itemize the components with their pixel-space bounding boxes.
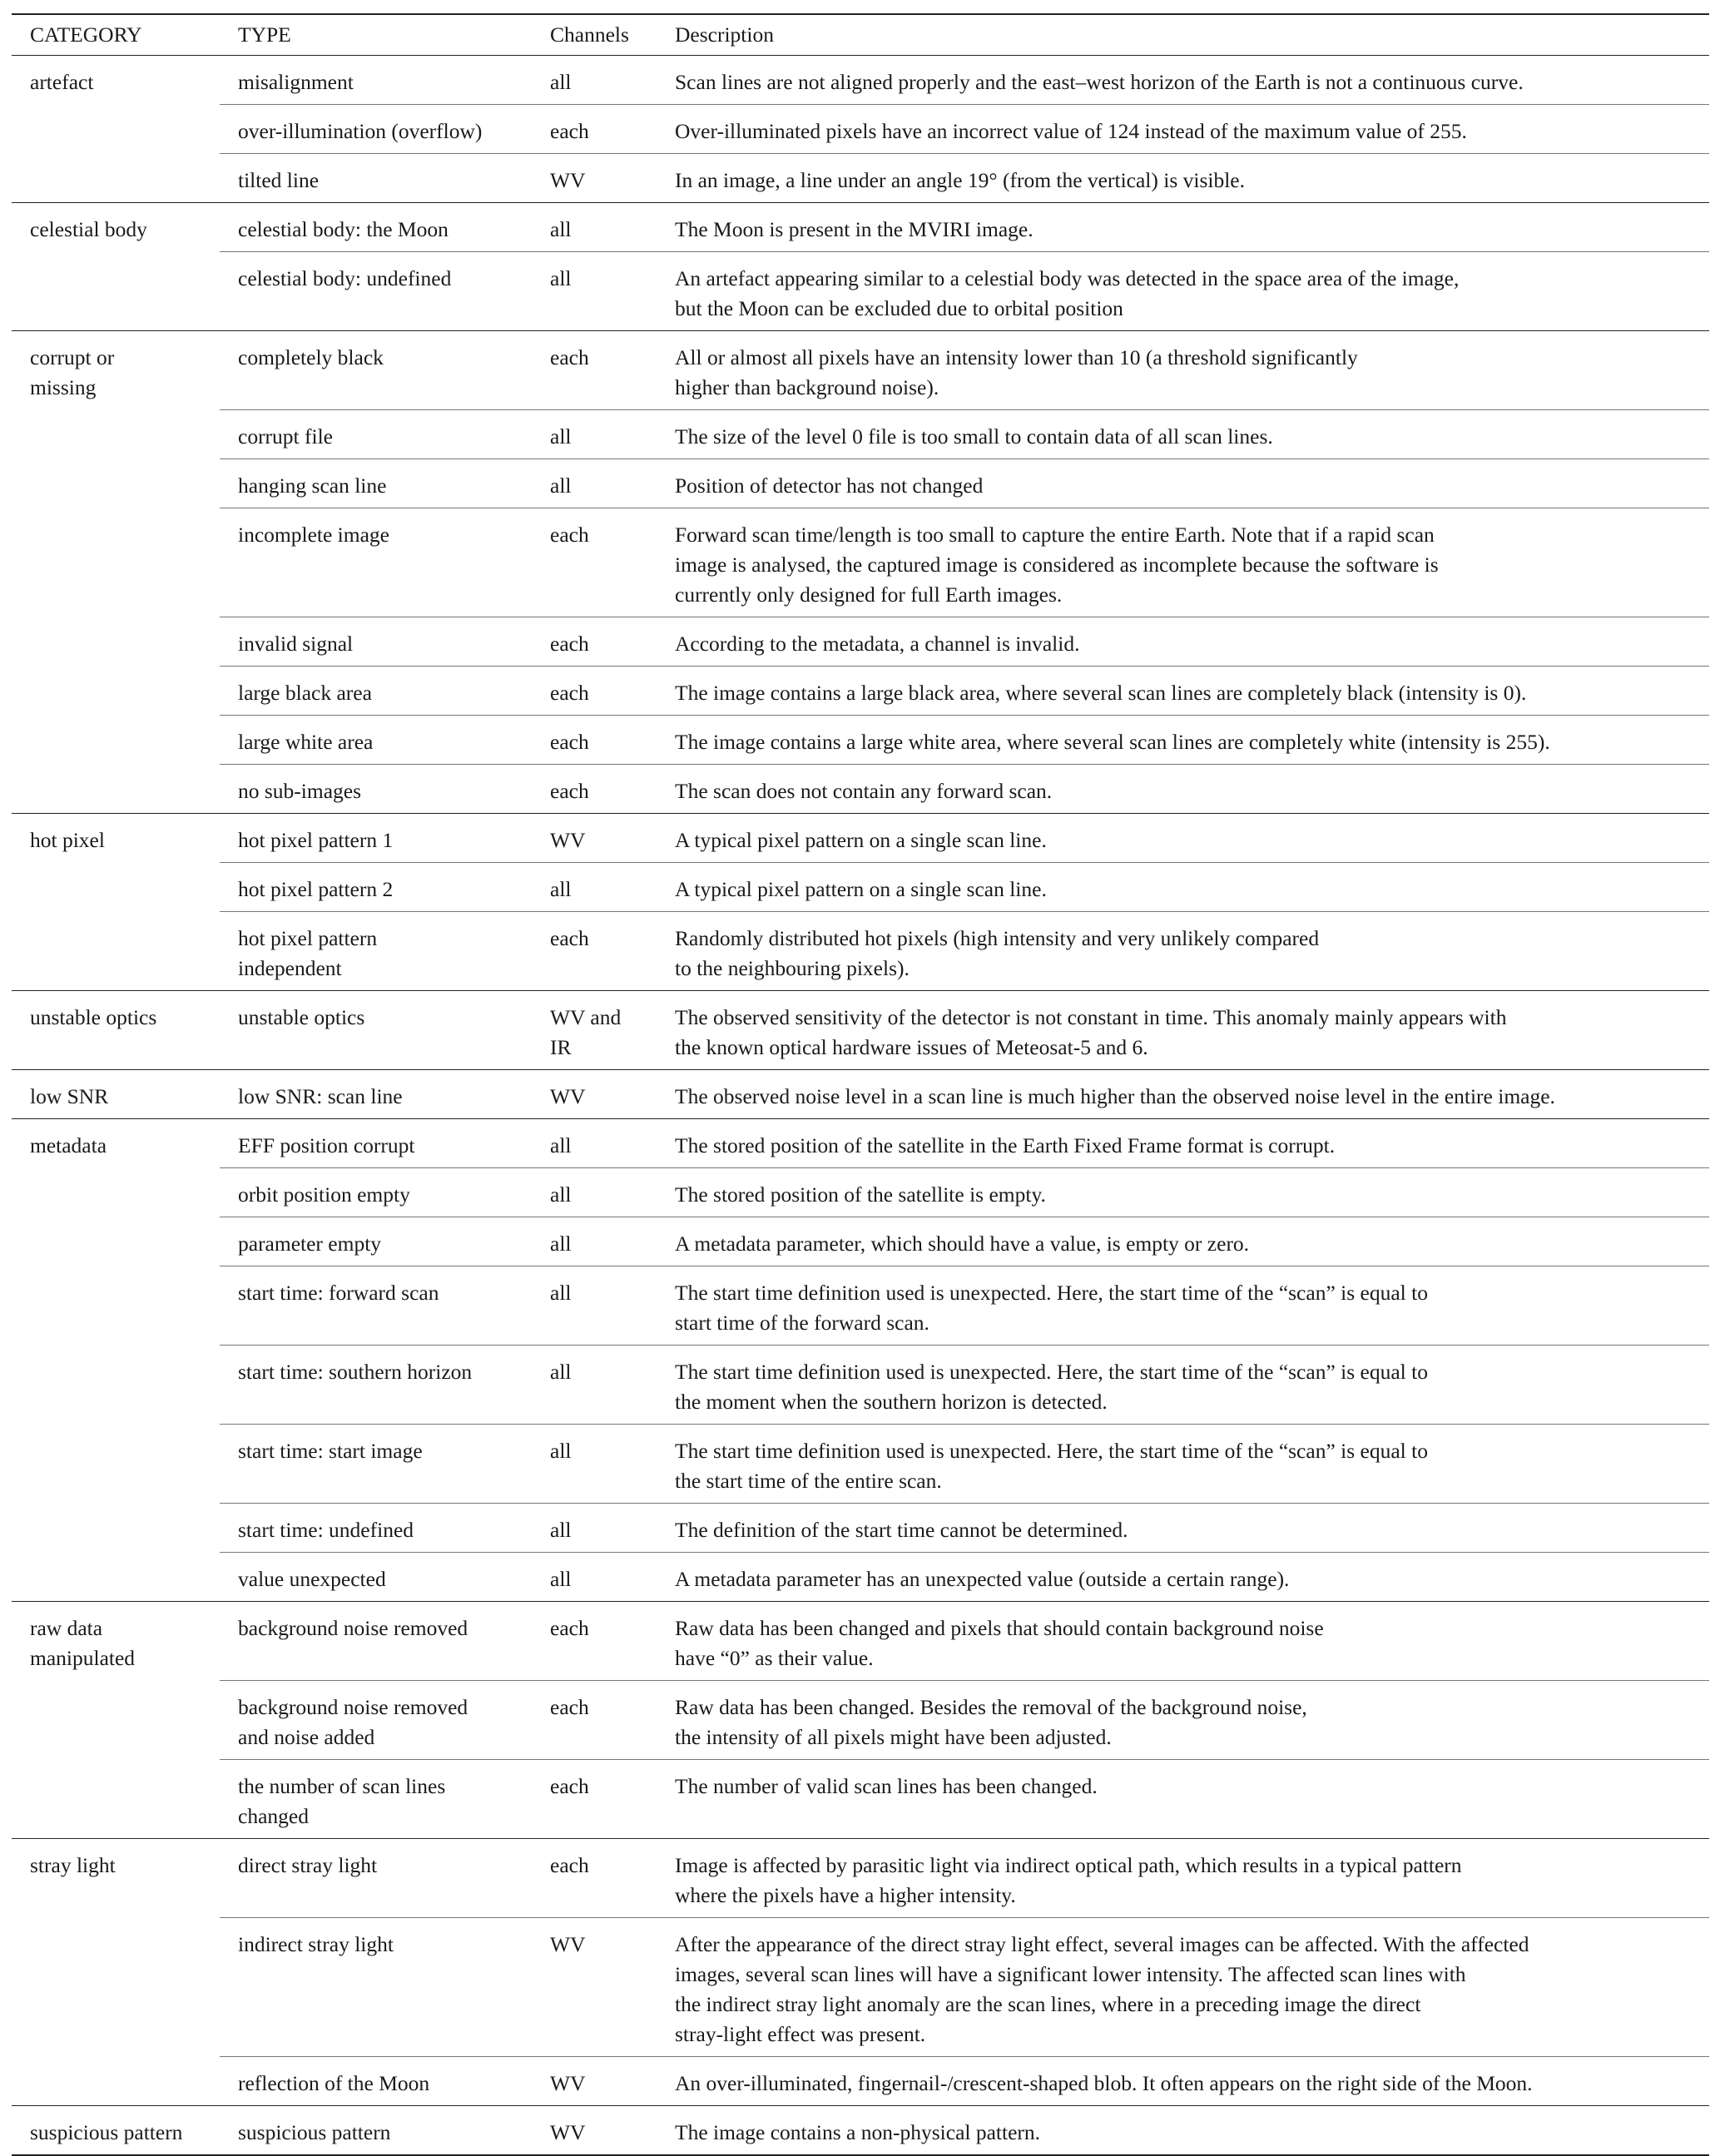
description-cell: After the appearance of the direct stray light effect, several images can be affected. With the affected images, several scan lines will have a significant lower intensity. The affected scan lines with the indirect stray light anomaly are the scan lines, where in a preceding image the direct stray-light effect was present. — [657, 1918, 1709, 2057]
channels-cell: all — [532, 1425, 657, 1504]
type-cell: hot pixel pattern 2 — [220, 863, 532, 912]
type-cell: indirect stray light — [220, 1918, 532, 2057]
description-cell: The Moon is present in the MVIRI image. — [657, 203, 1709, 252]
header-row — [12, 14, 1709, 56]
type-cell: the number of scan lines changed — [220, 1760, 532, 1839]
type-cell: celestial body: the Moon — [220, 203, 532, 252]
table-row — [12, 1602, 1709, 1681]
category-cell: unstable optics — [12, 991, 220, 1070]
table-row — [12, 991, 1709, 1070]
table-row — [12, 814, 1709, 863]
type-cell: no sub-images — [220, 765, 532, 814]
description-cell: A typical pixel pattern on a single scan line. — [657, 814, 1709, 863]
channels-cell: each — [532, 1839, 657, 1918]
table-row — [12, 2057, 1709, 2106]
type-cell: large white area — [220, 716, 532, 765]
description-cell: The number of valid scan lines has been changed. — [657, 1760, 1709, 1839]
channels-cell: each — [532, 105, 657, 154]
type-cell: hanging scan line — [220, 459, 532, 508]
table-row — [12, 1266, 1709, 1346]
description-cell: Forward scan time/length is too small to capture the entire Earth. Note that if a rapid scan image is analysed, the captured image is considered as incomplete because the software is currently only designed for full Earth images. — [657, 508, 1709, 617]
table-row — [12, 716, 1709, 765]
type-cell: misalignment — [220, 56, 532, 105]
channels-cell: each — [532, 1681, 657, 1760]
description-cell: Position of detector has not changed — [657, 459, 1709, 508]
category-cell: metadata — [12, 1119, 220, 1602]
table-row — [12, 1070, 1709, 1119]
table-row — [12, 1119, 1709, 1168]
table-row — [12, 203, 1709, 252]
type-cell: start time: start image — [220, 1425, 532, 1504]
description-cell: An artefact appearing similar to a celestial body was detected in the space area of the image, but the Moon can be excluded due to orbital position — [657, 252, 1709, 331]
category-cell: stray light — [12, 1839, 220, 2106]
type-cell: start time: undefined — [220, 1504, 532, 1553]
table-row — [12, 252, 1709, 331]
channels-cell: all — [532, 459, 657, 508]
channels-cell: all — [532, 1266, 657, 1346]
type-cell: incomplete image — [220, 508, 532, 617]
table-row — [12, 765, 1709, 814]
table-row — [12, 667, 1709, 716]
description-cell: The image contains a large white area, where several scan lines are completely white (intensity is 255). — [657, 716, 1709, 765]
channels-cell: all — [532, 1346, 657, 1425]
table-body — [12, 56, 1709, 2156]
description-cell: An over-illuminated, fingernail-/crescent-shaped blob. It often appears on the right side of the Moon. — [657, 2057, 1709, 2106]
channels-cell: WV — [532, 2106, 657, 2156]
anomaly-table — [12, 13, 1709, 2156]
type-cell: direct stray light — [220, 1839, 532, 1918]
table-row — [12, 1760, 1709, 1839]
description-cell: The start time definition used is unexpected. Here, the start time of the “scan” is equal to the moment when the southern horizon is detected. — [657, 1346, 1709, 1425]
category-cell: raw data manipulated — [12, 1602, 220, 1839]
channels-cell: WV — [532, 814, 657, 863]
description-cell: In an image, a line under an angle 19° (from the vertical) is visible. — [657, 154, 1709, 203]
type-cell: background noise removed and noise added — [220, 1681, 532, 1760]
description-cell: According to the metadata, a channel is invalid. — [657, 617, 1709, 667]
channels-cell: each — [532, 508, 657, 617]
table-row — [12, 105, 1709, 154]
description-cell: Image is affected by parasitic light via indirect optical path, which results in a typical pattern where the pixels have a higher intensity. — [657, 1839, 1709, 1918]
description-cell: The start time definition used is unexpected. Here, the start time of the “scan” is equal to start time of the forward scan. — [657, 1266, 1709, 1346]
table-row — [12, 56, 1709, 105]
anomaly-table-container — [12, 13, 1709, 2156]
description-cell: A metadata parameter has an unexpected value (outside a certain range). — [657, 1553, 1709, 1602]
description-cell: The scan does not contain any forward scan. — [657, 765, 1709, 814]
type-cell: low SNR: scan line — [220, 1070, 532, 1119]
table-row — [12, 331, 1709, 410]
type-cell: invalid signal — [220, 617, 532, 667]
type-cell: hot pixel pattern 1 — [220, 814, 532, 863]
channels-cell: all — [532, 56, 657, 105]
table-row — [12, 1681, 1709, 1760]
table-row — [12, 2106, 1709, 2156]
channels-cell: each — [532, 912, 657, 991]
type-cell: EFF position corrupt — [220, 1119, 532, 1168]
channels-cell: each — [532, 765, 657, 814]
table-row — [12, 410, 1709, 459]
description-cell: All or almost all pixels have an intensity lower than 10 (a threshold significantly higher than background noise). — [657, 331, 1709, 410]
type-cell: suspicious pattern — [220, 2106, 532, 2156]
category-cell: low SNR — [12, 1070, 220, 1119]
table-row — [12, 1504, 1709, 1553]
type-cell: value unexpected — [220, 1553, 532, 1602]
channels-cell: each — [532, 716, 657, 765]
header-description: Description — [657, 14, 1709, 56]
header-type: TYPE — [220, 14, 532, 56]
channels-cell: WV — [532, 1918, 657, 2057]
table-row — [12, 1168, 1709, 1217]
description-cell: Scan lines are not aligned properly and the east–west horizon of the Earth is not a continuous curve. — [657, 56, 1709, 105]
type-cell: celestial body: undefined — [220, 252, 532, 331]
type-cell: over-illumination (overflow) — [220, 105, 532, 154]
category-cell: celestial body — [12, 203, 220, 331]
type-cell: reflection of the Moon — [220, 2057, 532, 2106]
table-row — [12, 1839, 1709, 1918]
channels-cell: all — [532, 1553, 657, 1602]
type-cell: completely black — [220, 331, 532, 410]
type-cell: orbit position empty — [220, 1168, 532, 1217]
description-cell: The definition of the start time cannot be determined. — [657, 1504, 1709, 1553]
channels-cell: all — [532, 203, 657, 252]
channels-cell: all — [532, 252, 657, 331]
table-row — [12, 508, 1709, 617]
table-row — [12, 863, 1709, 912]
channels-cell: all — [532, 1119, 657, 1168]
table-row — [12, 1217, 1709, 1266]
table-row — [12, 154, 1709, 203]
channels-cell: each — [532, 667, 657, 716]
type-cell: hot pixel pattern independent — [220, 912, 532, 991]
table-row — [12, 1425, 1709, 1504]
channels-cell: WV — [532, 2057, 657, 2106]
category-cell: hot pixel — [12, 814, 220, 991]
header-category: CATEGORY — [12, 14, 220, 56]
table-row — [12, 459, 1709, 508]
channels-cell: all — [532, 1168, 657, 1217]
type-cell: background noise removed — [220, 1602, 532, 1681]
channels-cell: WV — [532, 154, 657, 203]
channels-cell: all — [532, 863, 657, 912]
type-cell: unstable optics — [220, 991, 532, 1070]
channels-cell: each — [532, 1760, 657, 1839]
channels-cell: each — [532, 331, 657, 410]
table-row — [12, 1346, 1709, 1425]
description-cell: A metadata parameter, which should have a value, is empty or zero. — [657, 1217, 1709, 1266]
type-cell: start time: southern horizon — [220, 1346, 532, 1425]
description-cell: The size of the level 0 file is too small to contain data of all scan lines. — [657, 410, 1709, 459]
description-cell: The observed sensitivity of the detector is not constant in time. This anomaly mainly appears with the known optical hardware issues of Meteosat-5 and 6. — [657, 991, 1709, 1070]
description-cell: The stored position of the satellite in the Earth Fixed Frame format is corrupt. — [657, 1119, 1709, 1168]
description-cell: Raw data has been changed. Besides the removal of the background noise, the intensity of all pixels might have been adjusted. — [657, 1681, 1709, 1760]
channels-cell: all — [532, 1504, 657, 1553]
description-cell: The stored position of the satellite is empty. — [657, 1168, 1709, 1217]
table-row — [12, 1553, 1709, 1602]
description-cell: The image contains a non-physical pattern. — [657, 2106, 1709, 2156]
category-cell: suspicious pattern — [12, 2106, 220, 2156]
type-cell: large black area — [220, 667, 532, 716]
description-cell: The start time definition used is unexpected. Here, the start time of the “scan” is equal to the start time of the entire scan. — [657, 1425, 1709, 1504]
description-cell: The observed noise level in a scan line is much higher than the observed noise level in the entire image. — [657, 1070, 1709, 1119]
description-cell: Over-illuminated pixels have an incorrect value of 124 instead of the maximum value of 255. — [657, 105, 1709, 154]
category-cell: artefact — [12, 56, 220, 203]
description-cell: A typical pixel pattern on a single scan line. — [657, 863, 1709, 912]
description-cell: The image contains a large black area, where several scan lines are completely black (intensity is 0). — [657, 667, 1709, 716]
table-row — [12, 912, 1709, 991]
category-cell: corrupt or missing — [12, 331, 220, 814]
channels-cell: all — [532, 410, 657, 459]
channels-cell: WV and IR — [532, 991, 657, 1070]
description-cell: Randomly distributed hot pixels (high intensity and very unlikely compared to the neighbouring pixels). — [657, 912, 1709, 991]
header-channels: Channels — [532, 14, 657, 56]
type-cell: tilted line — [220, 154, 532, 203]
table-row — [12, 617, 1709, 667]
channels-cell: each — [532, 1602, 657, 1681]
type-cell: corrupt file — [220, 410, 532, 459]
type-cell: parameter empty — [220, 1217, 532, 1266]
channels-cell: all — [532, 1217, 657, 1266]
channels-cell: each — [532, 617, 657, 667]
type-cell: start time: forward scan — [220, 1266, 532, 1346]
channels-cell: WV — [532, 1070, 657, 1119]
description-cell: Raw data has been changed and pixels that should contain background noise have “0” as their value. — [657, 1602, 1709, 1681]
table-row — [12, 1918, 1709, 2057]
